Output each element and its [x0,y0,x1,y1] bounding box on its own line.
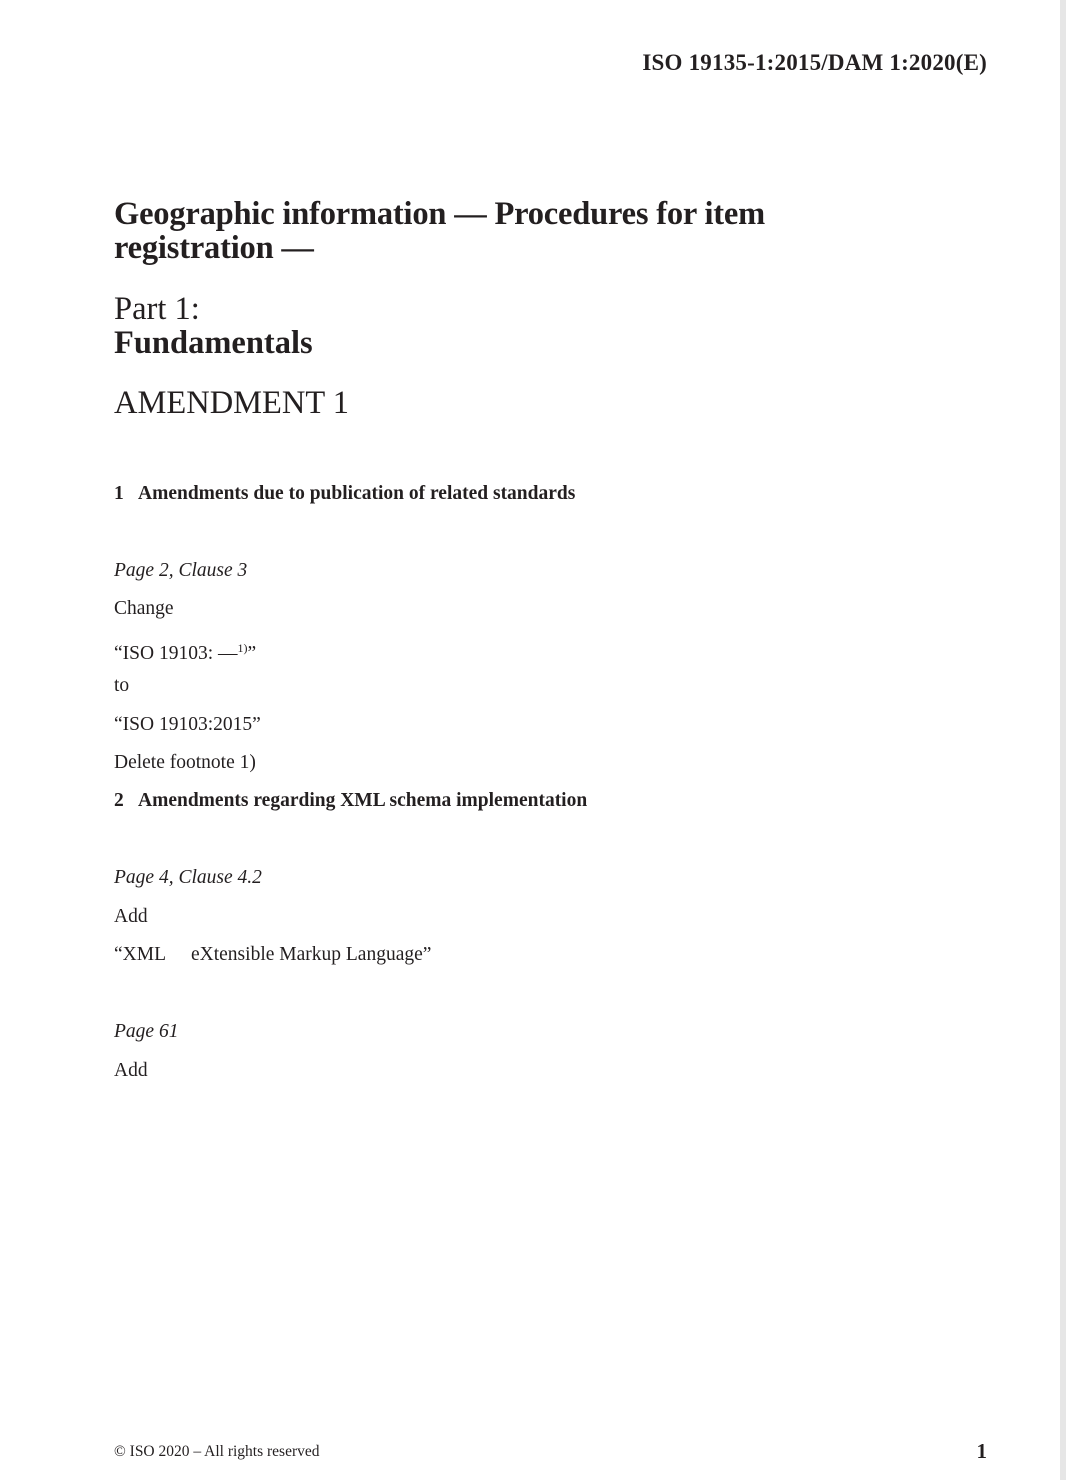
copyright-notice: © ISO 2020 – All rights reserved [114,1443,320,1460]
footnote-reference: 1) [237,641,248,655]
section-title: Amendments due to publication of related standards [138,483,576,504]
part-title: Fundamentals [114,325,313,361]
section-title: Amendments regarding XML schema implementation [138,790,588,811]
section-1-heading [114,483,575,505]
old-text-prefix: “ISO 19103: — [114,643,238,664]
section-1-instruction-change: Change [114,598,174,619]
section-1-connector: to [114,675,130,696]
page-number: 1 [976,1439,987,1463]
section-2-term-entry [114,944,431,966]
section-1-instruction-delete: Delete footnote 1) [114,752,256,773]
document-title [114,197,765,265]
old-text-suffix: ” [247,643,257,664]
section-number: 2 [114,790,124,811]
section-1-location: Page 2, Clause 3 [114,560,248,581]
term-definition: eXtensible Markup Language” [191,944,432,965]
document-identifier: ISO 19135-1:2015/DAM 1:2020(E) [642,50,987,75]
section-2-location-2: Page 61 [114,1021,179,1042]
term-abbreviation: “XML [114,944,166,965]
section-2-location-1: Page 4, Clause 4.2 [114,867,262,888]
section-1-new-text: “ISO 19103:2015” [114,714,261,735]
title-line-2: registration — [114,230,314,266]
title-line-1: Geographic information — Procedures for item [114,196,766,232]
section-1-old-text [114,637,256,665]
section-2-instruction-add-2: Add [114,1060,148,1081]
part-label: Part 1: [114,291,200,327]
section-2-heading [114,790,587,812]
section-number: 1 [114,483,124,504]
amendment-label: AMENDMENT 1 [114,385,350,421]
section-2-instruction-add-1: Add [114,906,148,927]
scrollbar-track[interactable] [1060,0,1066,1480]
